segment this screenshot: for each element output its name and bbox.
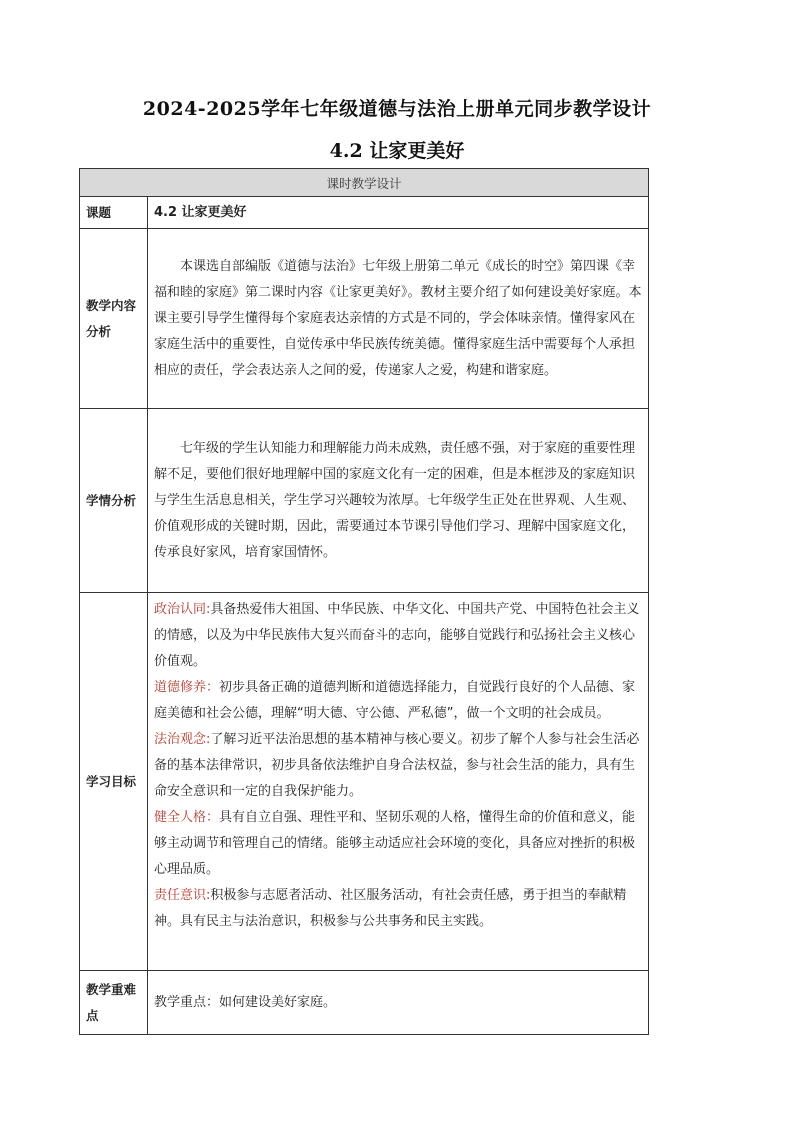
content-analysis-text: 本课选自部编版《道德与法治》七年级上册第二单元《成长的时空》第四课《幸福和睦的家庭》第二课时内容《让家更美好》。教材主要介绍了如何建设美好家庭。本课主要引导学生懂得每个家庭表达亲情的方式是不同的，学会体味亲情。懂得家风在家庭生活中的重要性，自觉传承中华民族传统美德。懂得家庭生活中需要每个人承担相应的责任，学会表达亲人之间的爱，传递家人之爱，构建和谐家庭。 xyxy=(154,258,642,378)
document-title: 2024-2025学年七年级道德与法治上册单元同步教学设计 xyxy=(142,98,652,120)
table-header-row xyxy=(80,169,649,197)
topic-row xyxy=(80,197,649,229)
goal-item xyxy=(154,727,642,805)
content-analysis-row xyxy=(80,229,649,409)
goal-text: 初步具备正确的道德判断和道德选择能力，自觉践行良好的个人品德、家庭美德和社会公德，理解“明大德、守公德、严私德”，做一个文明的社会成员。 xyxy=(154,680,636,721)
learning-goals-row xyxy=(80,593,649,971)
goal-key: 责任意识: xyxy=(154,888,211,903)
goal-key: 法治观念: xyxy=(154,732,211,747)
learner-analysis-row xyxy=(80,409,649,593)
content-analysis-cell xyxy=(148,229,649,409)
goal-text: 积极参与志愿者活动、社区服务活动，有社会责任感，勇于担当的奉献精神。具有民主与法治意识，积极参与公共事务和民主实践。 xyxy=(154,888,627,929)
learning-goals-label: 学习目标 xyxy=(80,593,148,971)
key-points-text: 教学重点：如何建设美好家庭。 xyxy=(148,971,649,1035)
goal-key: 政治认同: xyxy=(154,602,211,617)
learning-goals-cell xyxy=(148,593,649,971)
goal-item xyxy=(154,805,642,883)
lesson-title: 4.2 让家更美好 xyxy=(329,140,465,162)
content-analysis-label: 教学内容分析 xyxy=(80,229,148,409)
goal-key: 健全人格： xyxy=(154,810,220,825)
learner-analysis-cell xyxy=(148,409,649,593)
topic-value: 4.2 让家更美好 xyxy=(148,197,649,229)
goal-text: 具备热爱伟大祖国、中华民族、中华文化、中国共产党、中国特色社会主义的情感，以及为中华民族伟大复兴而奋斗的志向，能够自觉践行和弘扬社会主义核心价值观。 xyxy=(154,602,640,669)
goal-item xyxy=(154,597,642,675)
topic-label: 课题 xyxy=(80,197,148,229)
goal-item xyxy=(154,675,642,727)
key-points-row xyxy=(80,971,649,1035)
key-points-label: 教学重难点 xyxy=(80,971,148,1035)
lesson-design-table xyxy=(79,168,649,1035)
table-header: 课时教学设计 xyxy=(80,169,649,197)
learner-analysis-label: 学情分析 xyxy=(80,409,148,593)
goal-text: 了解习近平法治思想的基本精神与核心要义。初步了解个人参与社会生活必备的基本法律常识，初步具备依法维护自身合法权益，参与社会生活的能力，具有生命安全意识和一定的自我保护能力。 xyxy=(154,732,640,799)
goal-key: 道德修养： xyxy=(154,680,220,695)
goal-item xyxy=(154,883,642,935)
goal-text: 具有自立自强、理性平和、坚韧乐观的人格，懂得生命的价值和意义，能够主动调节和管理自己的情绪。能够主动适应社会环境的变化，具备应对挫折的积极心理品质。 xyxy=(154,810,636,877)
learner-analysis-text: 七年级的学生认知能力和理解能力尚未成熟，责任感不强，对于家庭的重要性理解不足，要他们很好地理解中国的家庭文化有一定的困难，但是本框涉及的家庭知识与学生生活息息相关，学生学习兴趣较为浓厚。七年级学生正处在世界观、人生观、价值观形成的关键时期，因此，需要通过本节课引导他们学习、理解中国家庭文化，传承良好家风，培育家国情怀。 xyxy=(154,440,636,560)
